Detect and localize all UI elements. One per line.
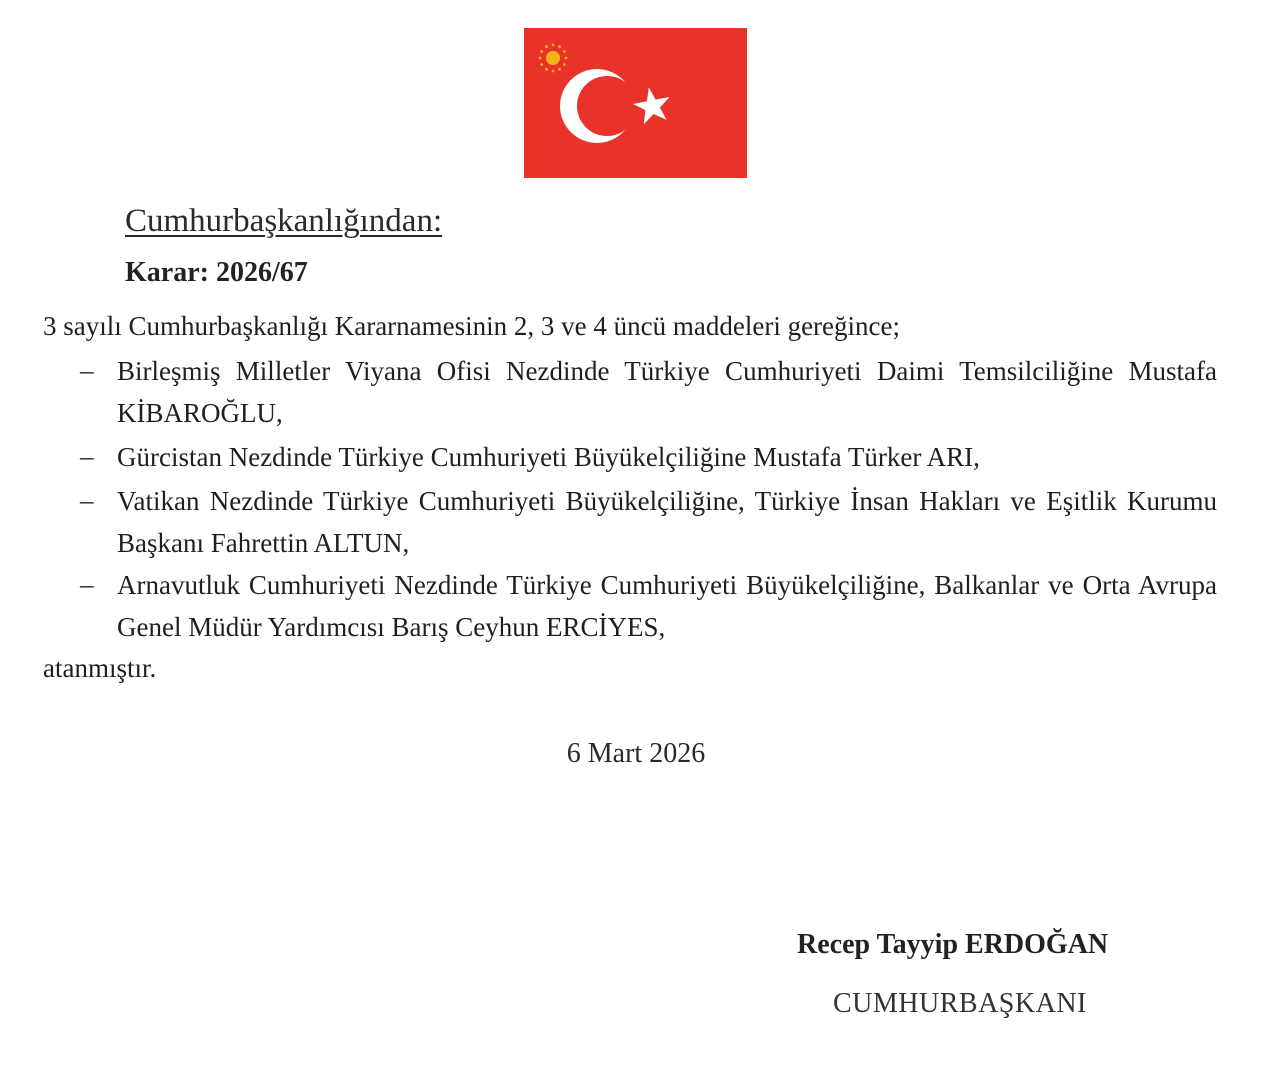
turkish-flag-emblem [524,28,747,178]
issuer-heading: Cumhurbaşkanlığından: [125,203,443,239]
list-dash: – [80,355,94,385]
intro-paragraph: 3 sayılı Cumhurbaşkanlığı Kararnamesinin 2, 3 ve 4 üncü maddeleri gereğince; [43,311,900,341]
appointment-text: Gürcistan Nezdinde Türkiye Cumhuriyeti Büyükelçiliğine Mustafa Türker ARI, [117,442,980,472]
appointment-text: Vatikan Nezdinde Türkiye Cumhuriyeti Büyükelçiliğine, Türkiye İnsan Hakları ve Eşitlik Kurumu Başkanı Fahrettin ALTUN, [117,486,1217,558]
closing-text: atanmıştır. [43,653,157,683]
appointment-text: Arnavutluk Cumhuriyeti Nezdinde Türkiye Cumhuriyeti Büyükelçiliğine, Balkanlar ve Orta Avrupa Genel Müdür Yardımcısı Barış Ceyhun ERCİYES, [117,570,1217,642]
decision-date: 6 Mart 2026 [566,738,706,769]
appointment-text: Birleşmiş Milletler Viyana Ofisi Nezdinde Türkiye Cumhuriyeti Daimi Temsilciliğine Mustafa KİBAROĞLU, [117,356,1217,428]
signatory-name: Recep Tayyip ERDOĞAN [797,929,1109,960]
signatory-title: CUMHURBAŞKANI [833,988,1087,1019]
list-dash: – [80,441,94,471]
list-dash: – [80,569,94,599]
list-dash: – [80,485,94,515]
turkish-flag-icon [524,28,747,178]
decision-number: Karar: 2026/67 [125,257,308,288]
